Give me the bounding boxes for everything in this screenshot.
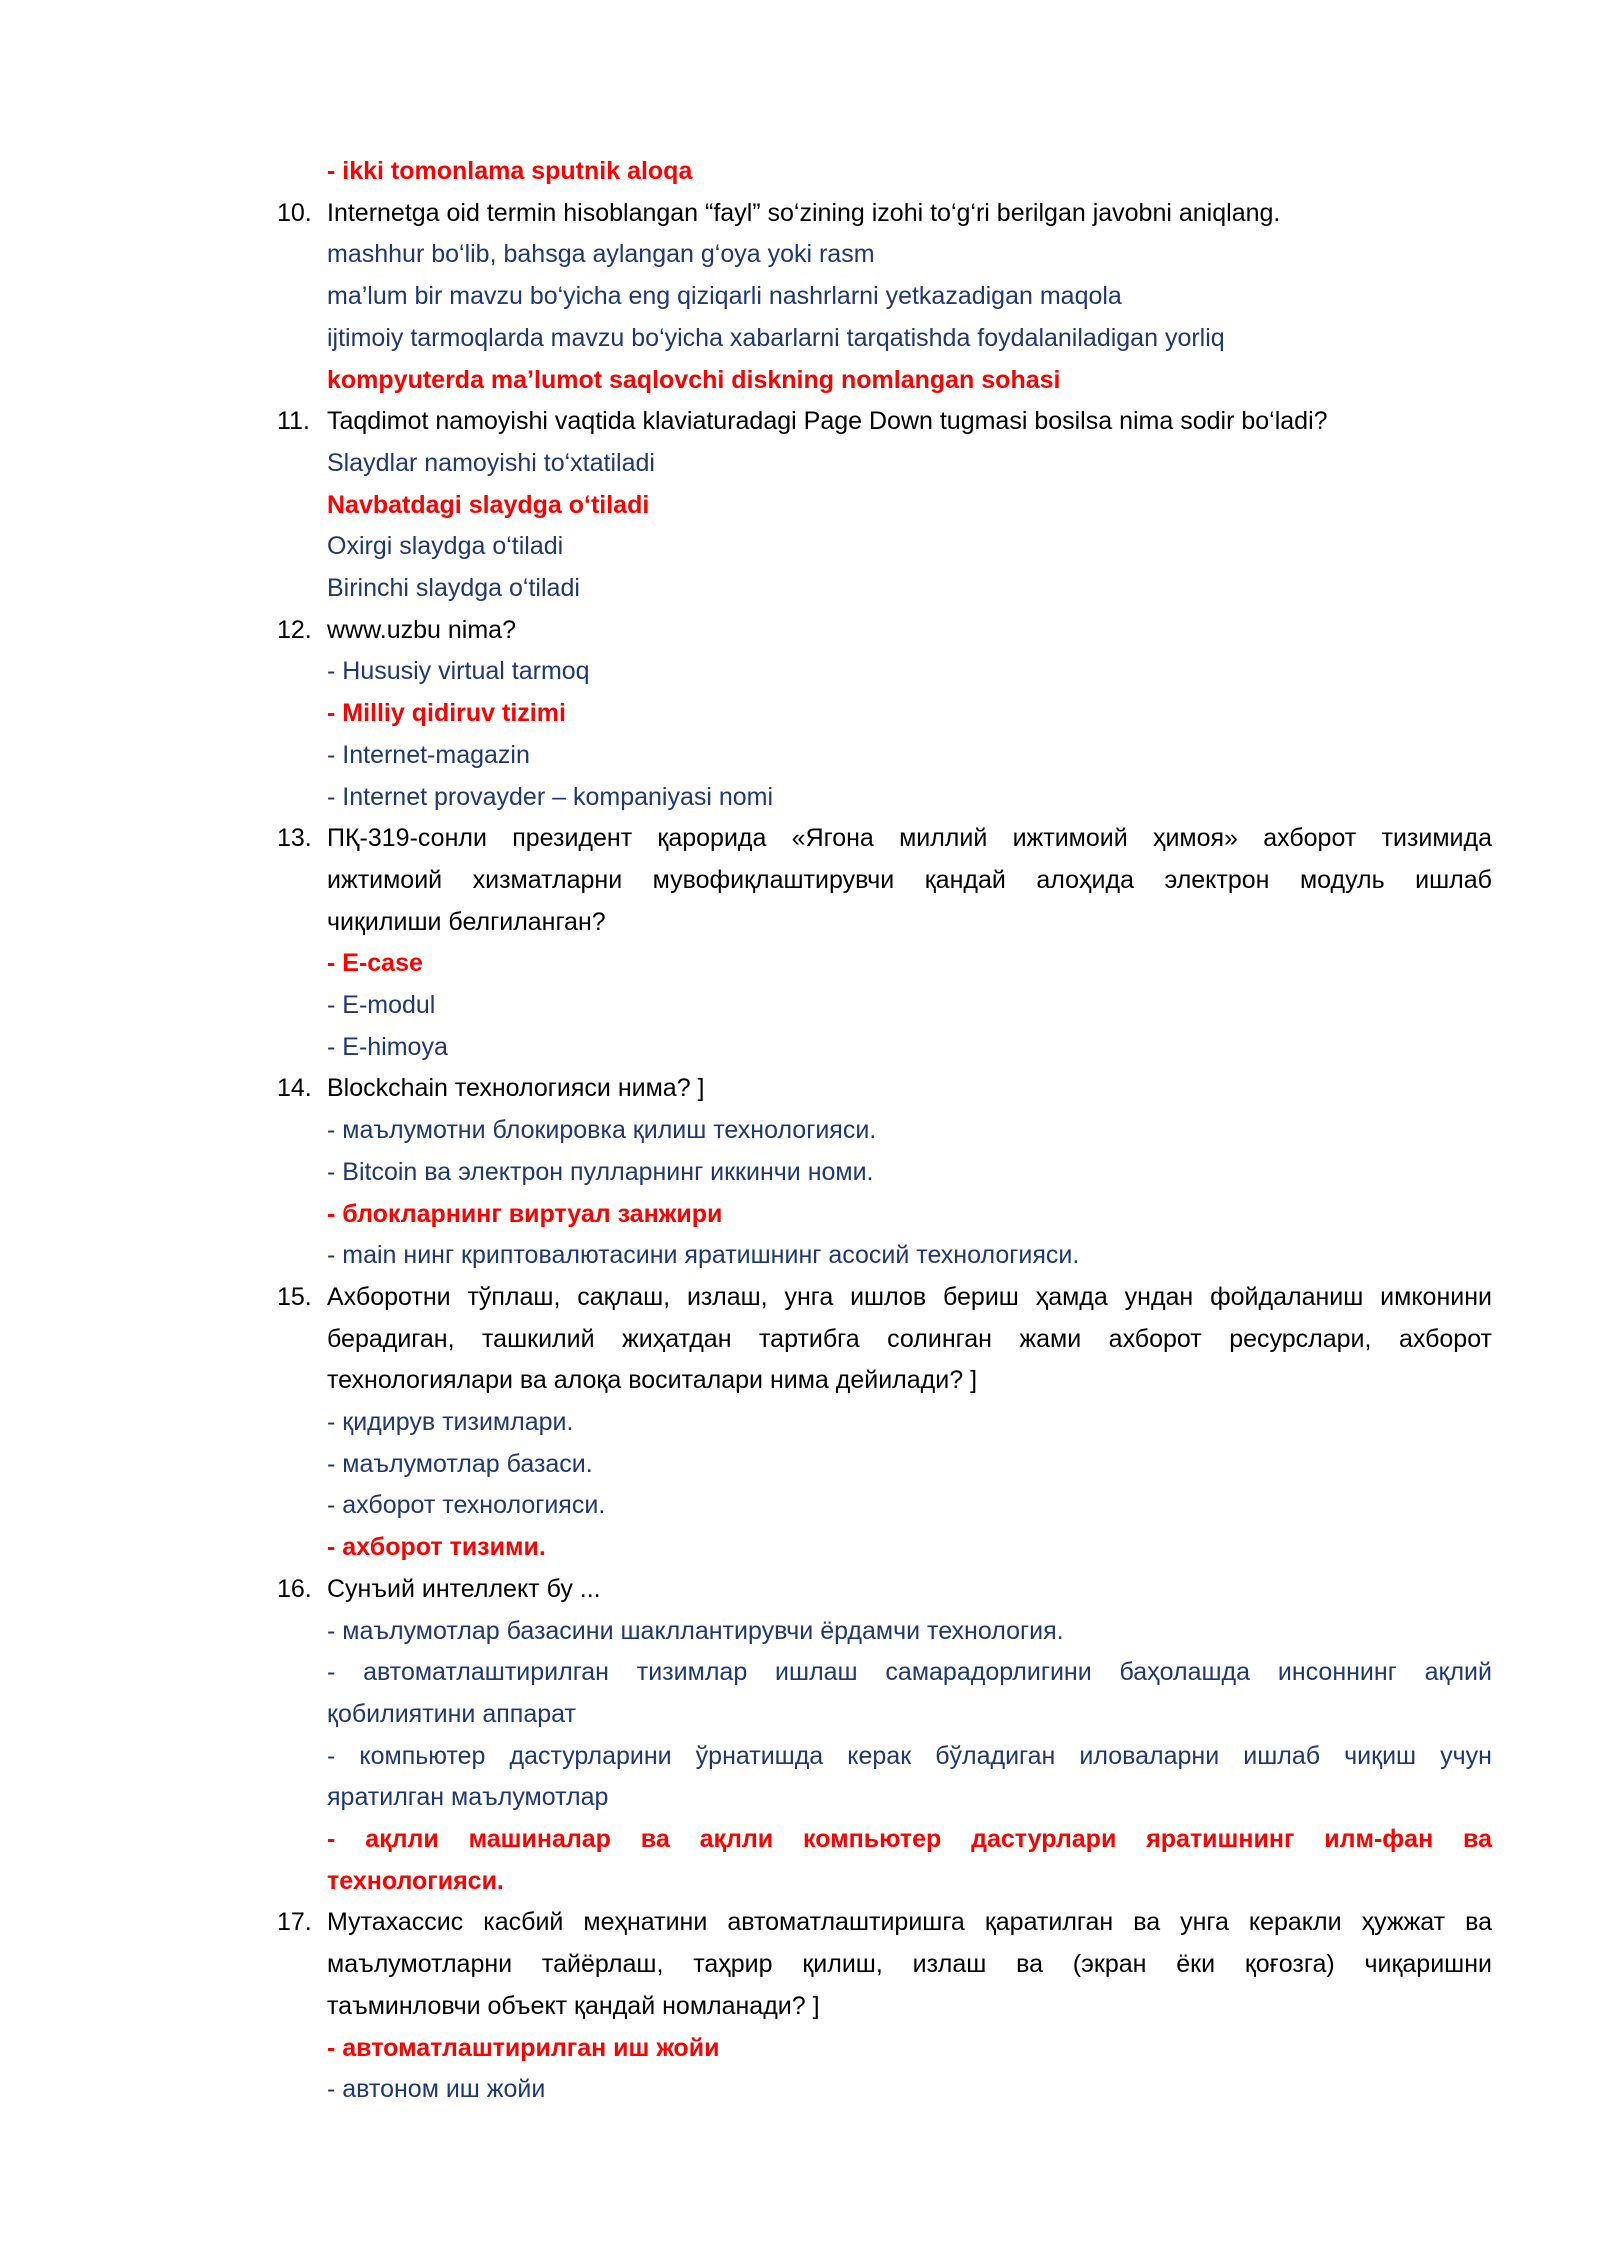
answer-option: mashhur bo‘lib, bahsga aylangan g‘oya yoki rasm [327,240,875,268]
question-number: 13. [277,824,312,852]
correct-answer: - ахборот тизими. [327,1533,546,1561]
answer-option: - маълумотлар базасини шакллантирувчи ёрдамчи технология. [327,1617,1064,1645]
correct-answer: - Milliy qidiruv tizimi [327,699,566,727]
question-text: Мутахассис касбий меҳнатини автоматлаштиришга қаратилган ва унга керакли ҳужжат ва [327,1908,1492,1936]
correct-answer: - ақлли машиналар ва ақлли компьютер дастурлари яратишнинг илм-фан ва [327,1825,1492,1853]
correct-answer: Navbatdagi slaydga o‘tiladi [327,491,650,519]
answer-option: - Internet provayder – kompaniyasi nomi [327,783,774,811]
question-text: маълумотларни тайёрлаш, таҳрир қилиш, излаш ва (экран ёки қоғозга) чиқаришни [327,1950,1492,1978]
answer-option: - E-modul [327,991,436,1019]
answer-option: - компьютер дастурларини ўрнатишда керак бўладиган иловаларни ишлаб чиқиш учун [327,1742,1492,1770]
question-number: 10. [277,199,312,227]
answer-option: - маълумотни блокировка қилиш технологияси. [327,1116,877,1144]
question-text: ПҚ-319-сонли президент қарорида «Ягона миллий ижтимоий ҳимоя» ахборот тизимида [327,824,1492,852]
question-number: 17. [277,1908,312,1936]
question-text: чиқилиши белгиланган? [327,908,606,936]
correct-answer: - блокларнинг виртуал занжири [327,1200,723,1228]
correct-answer: - E-case [327,949,423,977]
answer-option: - маълумотлар базаси. [327,1450,593,1478]
question-text: Blockchain технологияси нима? ] [327,1074,705,1102]
correct-answer: - автоматлаштирилган иш жойи [327,2034,720,2062]
question-text: www.uzbu nima? [327,616,516,644]
correct-answer: - ikki tomonlama sputnik aloqa [327,157,693,185]
question-text: Internetga oid termin hisoblangan “fayl” so‘zining izohi to‘g‘ri berilgan javobni aniqlang. [327,199,1281,227]
answer-option: - қидирув тизимлари. [327,1408,574,1436]
answer-option: - main нинг криптовалютасини яратишнинг асосий технологияси. [327,1241,1080,1269]
answer-option: ma’lum bir mavzu bo‘yicha eng qiziqarli nashrlarni yetkazadigan maqola [327,282,1122,310]
answer-option: - E-himoya [327,1033,448,1061]
answer-option: Birinchi slaydga o‘tiladi [327,574,580,602]
question-text: таъминловчи объект қандай номланади? ] [327,1992,820,2020]
question-number: 11. [277,407,310,435]
answer-option: - ахборот технологияси. [327,1491,606,1519]
answer-option: - Internet-magazin [327,741,530,769]
question-number: 12. [277,616,312,644]
question-text: технологиялари ва алоқа воситалари нима дейилади? ] [327,1366,978,1394]
question-text: Taqdimot namoyishi vaqtida klaviaturadagi Page Down tugmasi bosilsa nima sodir bo‘ladi? [327,407,1328,435]
question-text: ижтимоий хизматларни мувофиқлаштирувчи қандай алоҳида электрон модуль ишлаб [327,866,1492,894]
answer-option: - автоматлаштирилган тизимлар ишлаш самарадорлигини баҳолашда инсоннинг ақлий [327,1658,1492,1686]
question-text: Сунъий интеллект бу ... [327,1575,601,1603]
answer-option: қобилиятини аппарат [327,1700,576,1728]
answer-option: - автоном иш жойи [327,2075,546,2103]
question-number: 14. [277,1074,312,1102]
answer-option: яратилган маълумотлар [327,1783,609,1811]
answer-option: - Hususiy virtual tarmoq [327,657,590,685]
answer-option: Slaydlar namoyishi to‘xtatiladi [327,449,655,477]
question-text: Ахборотни тўплаш, сақлаш, излаш, унга ишлов бериш ҳамда ундан фойдаланиш имконини [327,1283,1492,1311]
question-number: 16. [277,1575,312,1603]
correct-answer: kompyuterda ma’lumot saqlovchi diskning nomlangan sohasi [327,366,1061,394]
answer-option: ijtimoiy tarmoqlarda mavzu bo‘yicha xabarlarni tarqatishda foydalaniladigan yorliq [327,324,1225,352]
answer-option: Oxirgi slaydga o‘tiladi [327,532,564,560]
question-number: 15. [277,1283,312,1311]
correct-answer: технологияси. [327,1867,504,1895]
question-text: берадиган, ташкилий жиҳатдан тартибга солинган жами ахборот ресурслари, ахборот [327,1325,1492,1353]
answer-option: - Bitcoin ва электрон пулларнинг иккинчи номи. [327,1158,874,1186]
